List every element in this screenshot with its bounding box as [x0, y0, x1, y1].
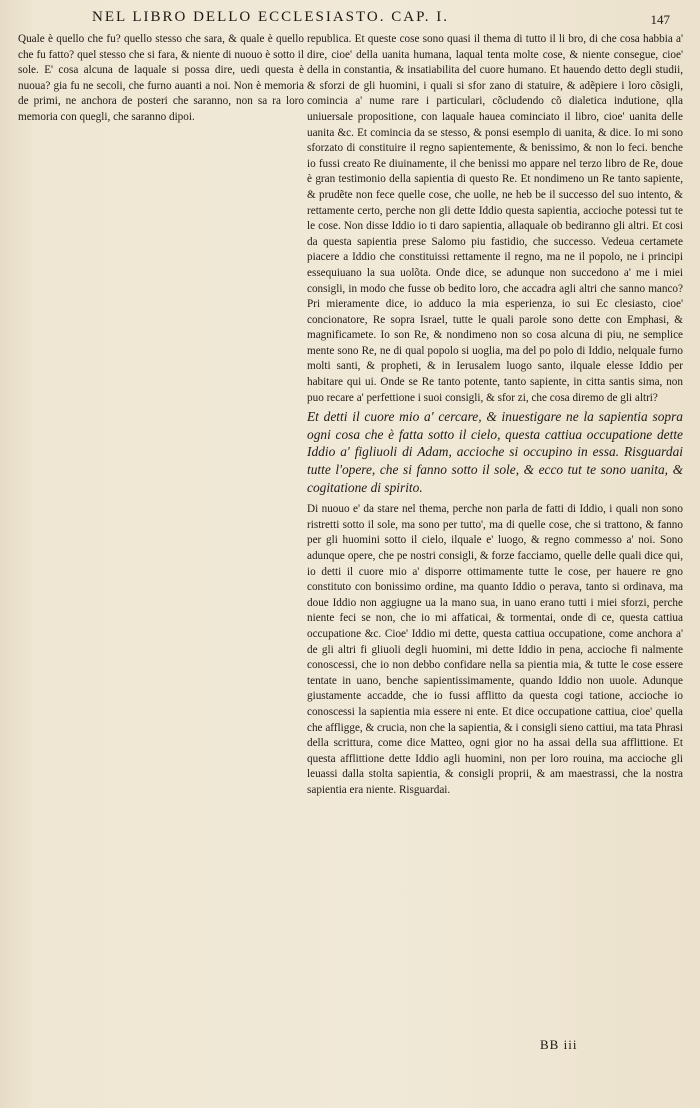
left-column [18, 32, 304, 1072]
scripture-verse: Et detti il cuore mio a' cercare, & inuestigare ne la sapientia sopra ogni cosa che è fatta sotto il cielo, questa cattiua occupatione dette Iddio a' figliuoli di Adam, accioche si occupino in essa. Risguardai tutte l'opere, che si fanno sotto il sole, & ecco tut te sono uanita, & cogitatione di spirito. [307, 409, 683, 495]
commentary-paragraph: Di nuouo e' da stare nel thema, perche non parla de fatti di Iddio, i quali non sono ristretti sotto il sole, ma sono per tutto', ma di quelle cose, che si trattono, & fanno per gli huomini sotto il cielo, ilquale e' luogo, & regno commesso a' noi. Sono adunque opere, che pe nostri consigli, & forze facciamo, quelle delle quali dice qui, io detti il cuore mio a' disporre ottimamente tutte le cose, per hauere re gno constituto con bonissimo ordine, ma quanto Iddio o perava, tanto si ordinava, ma doue Iddio non aggiugne ua la mano sua, in uano erano tutti i miei sforzi, perche niente feci se non, che io mi affaticai, & tormentai, onde di ce, questa cattiua occupatione &c. Cioe' Iddio mi dette, questa cattiua occupatione, come anchora a' de gli altri fi gliuoli degli huomini, mi dette Iddio in pena, accioche fi nalmente conoscessi, che io non debbo confidare nella sa pientia mia, & tutte le cose essere tentate in uano, benche sapientissimamente, quando Iddio non uuole. Adunque giustamente accadde, che io fussi afflitto da questa cogi tatione, accioche io conoscessi la sapientia mia essere ni ente. Et dice occupatione cattiua, cioe' quella che affligge, & crucia, non che la sapientia, & i consigli sieno cattiui, ma tata Phrasi della scrittura, come dice Matteo, ogni gior no ha assai della sua afflittione. Et questa afflittione dette Iddio agli huomini, non per loro rouina, ma accioche gli leuassi dalla stolta sapientia, & consigli proprii, & am maestrassi, che la nostra sapientia era niente. Risguardai. [307, 503, 683, 796]
running-title: NEL LIBRO DELLO ECCLESIASTO. CAP. I. [92, 9, 449, 25]
right-column [307, 32, 683, 1037]
page-number: 147 [650, 12, 670, 27]
left-column-text: Quale è quello che fu? quello stesso che sara, & quale è quello che fu fatto? quel stesso che si fara, & niente di nuouo è sotto il sole. E' cosa alcuna de laquale si possa dire, uedi questa è nuoua? gia fu ne secoli, che furno auanti a noi. Non è memoria de primi, ne anchora de posteri che saranno, non sa ra loro memoria con quegli, che saranno dipoi. [18, 33, 304, 123]
signature-mark: BB iii [540, 1037, 578, 1052]
commentary-paragraph: republica. Et queste cose sono quasi il thema di tutto il li bro, di che cosa habbia a' dire, cioe' della uanita humana, laqual tenta molte cose, & niente consegue, cioe' della in constantia, & insatiabilita del cuore humano. Et hauendo detto degli studii, & sforzi de gli huomini, i quali si sfor zano di statuire, & adẽpiere i loro cõsigli, comincia a' nume rare i particulari, cõcludendo cõ dialetica indutione, qlla uniuersale propositione, con laquale hauea cominciato il libro, cioe' uanita delle uanita &c. Et comincia da se stesso, & ponsi esemplo di uanita, & dice. Io mi sono sforzato di constituire il regno sapientemente, & benissimo, & non lo feci. benche io fussi creato Re diuinamente, il che benissi mo appare nel terzo libro de Re, doue è gran testimonio della sapientia di questo Re. Et nondimeno un Re tanto sapiente, & prudẽte non fece quelle cose, che uolle, ne heb be il successo del suo intento, & rettamente certo, perche non gli dette Iddio questa sapientia, accioche potessi tut te le cose. Non disse Iddio io ti daro sapientia, allaquale ob bediranno gli altri. Et cosi da questa sapientia prese Salomo piu fastidio, che successo. Vedeua certamete piacere a Iddio che constituissi rettamente il regno, ma ne il popolo, ne i principi essequiuano la sua uolõta. Onde dice, se adunque non succedono a' me i miei consigli, in modo che fusse ob bedito loro, che accadra agli altri che sanno manco? Pri mieramente dice, io adduco la mia esperienza, io sui Ec clesiasto, cioe' concionatore, Re sopra Israel, tutte le quali parole sono dette con Emphasi, & magnificamete. Io son Re, & nondimeno non so cosa alcuna di piu, ne semplice mente sono Re, ne di qual popolo si uoglia, ma del po polo di Iddio, nelquale furno molti santi, & propheti, & in Ierusalem luogo santo, ilquale elesse Iddio per habitare qui ui. Onde se Re tanto potente, tanto sapiente, in citta santis sima, non puo recare a' perfettione i suoi consigli, & sfor zi, che cosa diremo de gli altri? [307, 33, 683, 404]
